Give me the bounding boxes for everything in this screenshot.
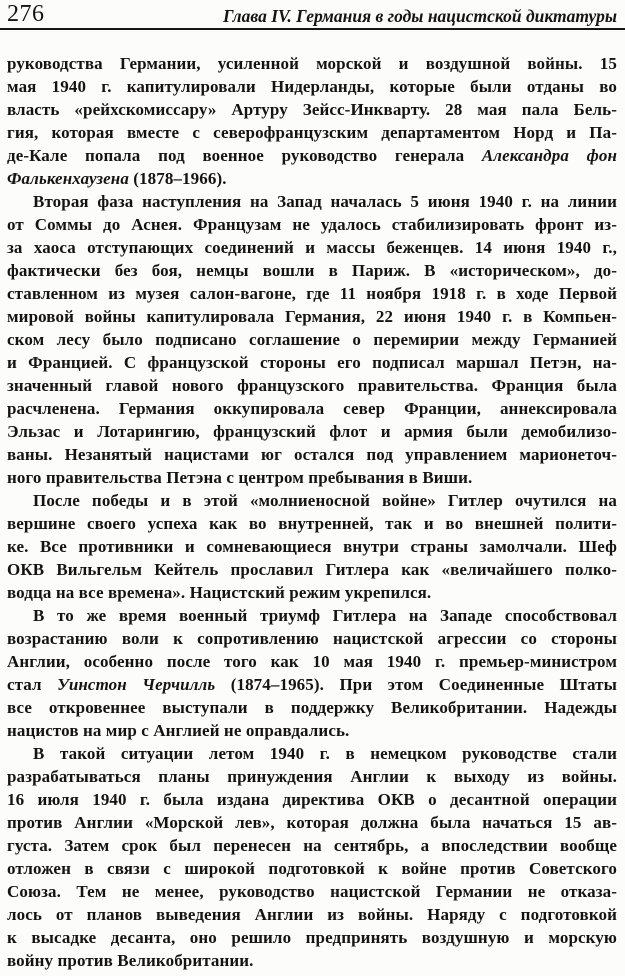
text-line: После победы и в этой «молниеносной войне» Гитлер очутился на (33, 491, 617, 510)
page-number: 276 (7, 1, 45, 27)
text-line: разрабатываться планы принуждения Англии к выходу из войны. (7, 767, 617, 786)
text-line: мая 1940 г. капитулировали Нидерланды, которые были отданы во (7, 77, 617, 96)
text-line: ного правительства Петэна с центром пребывания в Виши. (7, 468, 473, 487)
text-line: водца на все времена». Нацистский режим укрепился. (7, 583, 432, 602)
text-line: ОКВ Вильгельм Кейтель прославил Гитлера как «величайшего полко- (7, 560, 617, 579)
text-line: возрастанию воли к сопротивлению нацистской агрессии со стороны (7, 629, 617, 648)
emphasized-name: Уинстон Черчилль (57, 675, 216, 694)
text-line: 16 июля 1940 г. была издана директива ОКВ о десантной операции (7, 790, 617, 809)
text-line: и Францией. С французской стороны его подписал маршал Петэн, на- (7, 353, 617, 372)
text-line: Англии, особенно после того как 10 мая 1940 г. премьер-министром (7, 652, 617, 671)
text-line: фактически без боя, немцы вошли в Париж. В «историческом», до- (7, 261, 617, 280)
text-line: Фалькенхаузена (1878–1966). (7, 169, 227, 188)
emphasized-name: Александра фон (481, 146, 617, 165)
text-line: отложен в связи с широкой подготовкой к войне против Советского (7, 859, 617, 878)
text-line: значенный главой нового французского правительства. Франция была (7, 376, 617, 395)
text-line: де-Кале попала под военное руководство генерала Александра фон (7, 146, 617, 165)
text-line: нацистов на мир с Англией не оправдались. (7, 721, 350, 740)
text-line: ваны. Незанятый нацистами юг остался под управлением марионеточ- (7, 445, 617, 464)
text-line: густа. Затем срок был перенесен на сентябрь, а впоследствии вообще (7, 836, 617, 855)
text-line: мировой войны капитулировала Германия, 22 июня 1940 г. в Компьен- (7, 307, 617, 326)
text-line: стал Уинстон Черчилль (1874–1965). При этом Соединенные Штаты (7, 675, 618, 694)
header-rule (0, 28, 625, 30)
text-line: В такой ситуации летом 1940 г. в немецком руководстве стали (33, 744, 617, 763)
text-line: Союза. Тем не менее, руководство нацистской Германии не отказа- (7, 882, 617, 901)
text-line: за хаоса отступающих соединений и массы беженцев. 14 июня 1940 г., (7, 238, 617, 257)
text-line: против Англии «Морской лев», которая должна была начаться 15 ав- (7, 813, 617, 832)
text-line: войну против Великобритании. (7, 951, 254, 970)
chapter-running-title: Глава IV. Германия в годы нацистской диктатуры (223, 6, 617, 26)
text-line: расчленена. Германия оккупировала север Франции, аннексировала (7, 399, 617, 418)
text-line: ском лесу было подписано соглашение о перемирии между Германией (7, 330, 617, 349)
text-line: все откровеннее выступали в поддержку Великобритании. Надежды (7, 698, 617, 717)
page-header (0, 0, 625, 30)
page-text (7, 52, 617, 972)
text-line: власть «рейхскомиссару» Артуру Зейсс-Инкварту. 28 мая пала Бель- (7, 100, 617, 119)
text-line: к высадке десанта, оно решило предпринять воздушную и морскую (7, 928, 617, 947)
text-line: Вторая фаза наступления на Запад началась 5 июня 1940 г. на линии (33, 192, 617, 211)
text-line: гия, которая вместе с северофранцузским департаментом Норд и Па- (7, 123, 617, 142)
text-line: от Соммы до Аснея. Французам не удалось стабилизировать фронт из- (7, 215, 617, 234)
text-line: Эльзас и Лотарингию, французский флот и армия были демобилизо- (7, 422, 617, 441)
text-line: вершине своего успеха как во внутренней, так и во внешней полити- (7, 514, 617, 533)
text-line: ке. Все противники и сомневающиеся внутри страны замолчали. Шеф (7, 537, 617, 556)
text-line: лось от планов выведения Англии из войны. Наряду с подготовкой (7, 905, 617, 924)
text-line: ставленном из музея салон-вагоне, где 11 ноября 1918 г. в ходе Первой (7, 284, 617, 303)
text-line: руководства Германии, усиленной морской и воздушной войны. 15 (7, 54, 617, 73)
emphasized-name: Фалькенхаузена (7, 169, 129, 188)
text-line: В то же время военный триумф Гитлера на Западе способствовал (33, 606, 617, 625)
